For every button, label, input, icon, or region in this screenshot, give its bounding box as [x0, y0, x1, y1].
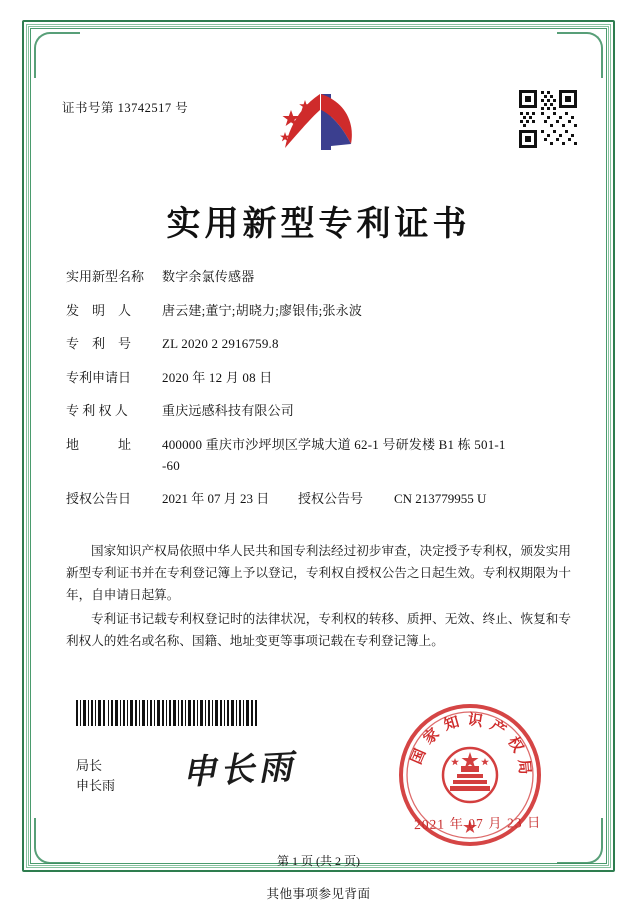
field-value: 重庆远感科技有限公司: [162, 403, 295, 418]
field-label-grant-number: 授权公告号: [298, 491, 364, 506]
field-row-address: [66, 436, 566, 475]
field-label: 实用新型名称: [66, 269, 145, 284]
corner-ornament-top-right: [557, 32, 603, 78]
field-row-application-date: [66, 369, 566, 387]
legal-text: [66, 540, 571, 654]
page-title: 实用新型专利证书: [166, 204, 471, 244]
field-row-patentee: [66, 402, 566, 420]
field-label-grant-date: 授权公告日: [66, 491, 132, 506]
field-value: ZL 2020 2 2916759.8: [162, 336, 279, 351]
cnipa-logo-icon: [259, 88, 379, 160]
field-label: 发 明 人: [66, 302, 132, 318]
field-label: 专 利 号: [66, 336, 132, 351]
field-label: 专 利 权 人: [66, 403, 128, 418]
field-value-grant-date: 2021 年 07 月 23 日: [162, 491, 270, 506]
field-list: [66, 268, 566, 524]
handwritten-signature: 申长雨: [181, 747, 298, 793]
paragraph-1: 国家知识产权局依照中华人民共和国专利法经过初步审查，决定授予专利权，颁发实用新型专利证书并在专利登记簿上予以登记，专利权自授权公告之日起生效。专利权期限为十年，自申请日起算。: [66, 544, 571, 602]
field-row-patent-number: [66, 335, 566, 353]
page-number: 第 1 页 (共 2 页): [277, 854, 360, 868]
address-line-2: -60: [162, 457, 180, 473]
signature-label: [76, 756, 115, 796]
qr-code: [517, 88, 579, 150]
field-value-grant-number: CN 213779955 U: [394, 491, 487, 506]
corner-ornament-top-left: [34, 32, 80, 78]
field-row-name: [66, 268, 566, 286]
signature-title-line-1: 局长: [76, 758, 103, 773]
paragraph-2: 专利证书记载专利权登记时的法律状况，专利权的转移、质押、无效、终止、恢复和专利权人的姓名或名称、国籍、地址变更等事项记载在专利登记簿上。: [66, 612, 571, 648]
field-value: 2020 年 12 月 08 日: [162, 369, 273, 385]
field-value: [162, 436, 566, 475]
certificate-number: 证书号第 13742517 号: [62, 101, 189, 115]
field-value: 数字余氯传感器: [162, 269, 255, 284]
signature-title-line-2: 申长雨: [76, 778, 116, 793]
field-row-grant: [66, 490, 566, 508]
field-value: 唐云建;董宁;胡晓力;廖银伟;张永波: [162, 302, 363, 318]
field-label: 专利申请日: [66, 369, 132, 385]
address-line-1: 400000 重庆市沙坪坝区学城大道 62-1 号研发楼 B1 栋 501-1: [162, 436, 506, 452]
svg-text:国家知识产权局: 国家知识产权局: [406, 710, 535, 783]
footer-note: 其他事项参见背面: [266, 887, 371, 901]
barcode: [76, 700, 258, 726]
field-label: 地 址: [66, 436, 132, 452]
field-row-inventors: [66, 302, 566, 320]
seal-date: 2021 年 07 月 23 日: [413, 814, 542, 833]
